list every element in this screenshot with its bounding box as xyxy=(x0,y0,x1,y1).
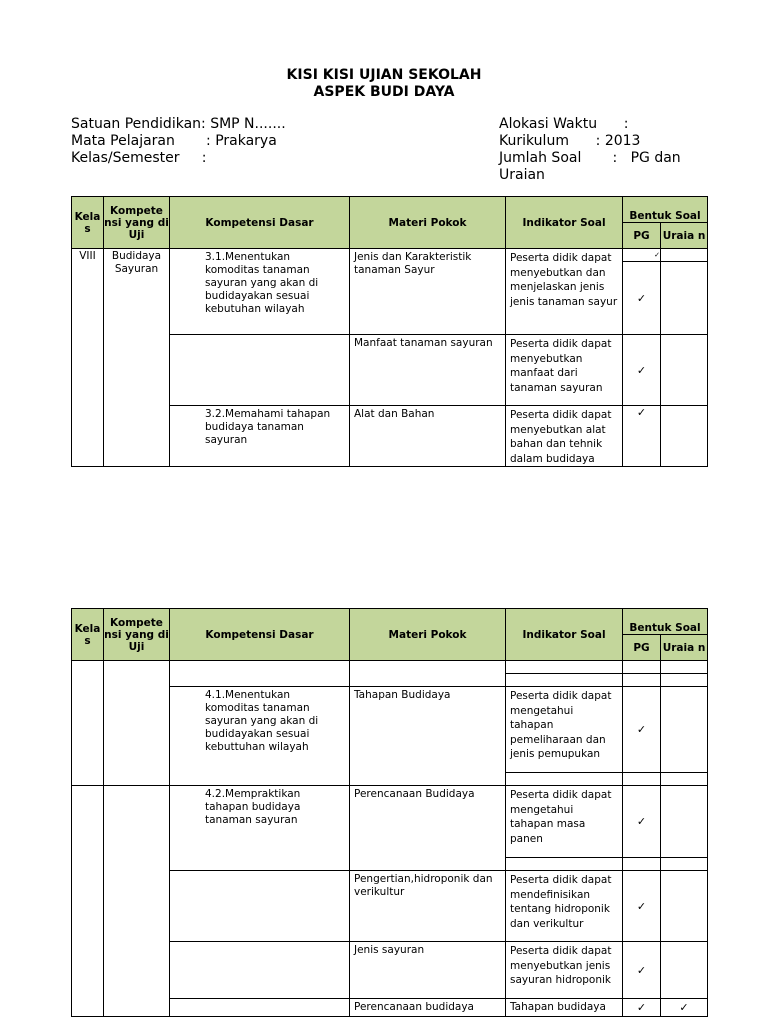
cell-kompetensi-uji: Budidaya Sayuran xyxy=(104,249,170,467)
cell-materi-jenis-sayuran: Jenis sayuran xyxy=(350,942,506,999)
cell-materi-perencanaan: Perencanaan Budidaya xyxy=(350,786,506,871)
cell-uraian-1 xyxy=(661,262,708,335)
cell-kd-empty-3 xyxy=(170,942,350,999)
cell-indikator-pengertian: Peserta didik dapat mendefinisikan tentang hidroponik dan verikultur xyxy=(506,871,623,942)
cell-kd-3-1: 3.1.Menentukan komoditas tanaman sayuran yang akan di budidayakan sesuai kebutuhan wilayah xyxy=(170,249,350,335)
cell-kompetensi-uji-empty-1 xyxy=(104,661,170,786)
header-pg: PG xyxy=(623,223,661,249)
cell-kd-empty-1 xyxy=(170,661,350,687)
header-kelas: Kela s xyxy=(72,197,104,249)
check-pg-tahapan: ✓ xyxy=(623,687,661,773)
header-kompetensi-dasar: Kompetensi Dasar xyxy=(170,609,350,661)
check-pg-jenis-sayuran: ✓ xyxy=(623,942,661,999)
info-mata-pelajaran: Mata Pelajaran : Prakarya xyxy=(71,133,277,149)
info-jumlah-soal: Jumlah Soal : PG dan xyxy=(499,150,681,166)
cell-kd-empty-4 xyxy=(170,999,350,1017)
header-materi-pokok: Materi Pokok xyxy=(350,609,506,661)
document-subtitle: ASPEK BUDI DAYA xyxy=(313,84,455,100)
cell-kelas-empty-1 xyxy=(72,661,104,786)
check-pg-perencanaan: ✓ xyxy=(623,786,661,858)
info-satuan-pendidikan: Satuan Pendidikan: SMP N....... xyxy=(71,116,286,132)
check-pg-1: ✓ xyxy=(623,262,661,335)
cell-materi-tahapan: Tahapan Budidaya xyxy=(350,687,506,786)
cell-indikator-2: Peserta didik dapat menyebutkan manfaat dari tanaman sayuran xyxy=(506,335,623,406)
kisi-table-2 xyxy=(71,608,708,1017)
header-uraian: Uraia n xyxy=(661,223,708,249)
header-uraian: Uraia n xyxy=(661,635,708,661)
cell-indikator-1: Peserta didik dapat menyebutkan dan menjelaskan jenis jenis tanaman sayur xyxy=(506,249,623,335)
cell-kd-empty xyxy=(170,335,350,406)
cell-uraian-2 xyxy=(661,335,708,406)
header-materi-pokok: Materi Pokok xyxy=(350,197,506,249)
info-kelas-semester: Kelas/Semester : xyxy=(71,150,207,166)
cell-materi-2: Manfaat tanaman sayuran xyxy=(350,335,506,406)
header-bentuk-soal: Bentuk Soal xyxy=(623,197,708,223)
cell-indikator-3: Peserta didik dapat menyebutkan alat bahan dan tehnik dalam budidaya xyxy=(506,406,623,467)
header-indikator-soal: Indikator Soal xyxy=(506,609,623,661)
cell-materi-3: Alat dan Bahan xyxy=(350,406,506,467)
header-indikator-soal: Indikator Soal xyxy=(506,197,623,249)
cell-kompetensi-uji-empty-2 xyxy=(104,786,170,1017)
cell-materi-empty-1 xyxy=(350,661,506,687)
cell-indikator-tahapan: Peserta didik dapat mengetahui tahapan pemeliharaan dan jenis pemupukan xyxy=(506,687,623,773)
cell-indikator-tahapan-budidaya: Tahapan budidaya xyxy=(506,999,623,1017)
cell-materi-pengertian: Pengertian,hidroponik dan verikultur xyxy=(350,871,506,942)
check-mark-small: ✓ xyxy=(623,249,661,262)
check-pg-last: ✓ xyxy=(623,999,661,1017)
check-uraian-last: ✓ xyxy=(661,999,708,1017)
header-kelas: Kela s xyxy=(72,609,104,661)
cell-indikator-perencanaan: Peserta didik dapat mengetahui tahapan masa panen xyxy=(506,786,623,858)
info-jumlah-soal-cont: Uraian xyxy=(499,167,545,183)
document-title: KISI KISI UJIAN SEKOLAH xyxy=(286,67,482,83)
cell-indikator-jenis-sayuran: Peserta didik dapat menyebutkan jenis sayuran hidroponik xyxy=(506,942,623,999)
cell-kd-empty-2 xyxy=(170,871,350,942)
cell-kd-3-2: 3.2.Memahami tahapan budidaya tanaman sayuran xyxy=(170,406,350,467)
cell-uraian-3 xyxy=(661,406,708,467)
header-kompetensi-uji: Kompete nsi yang di Uji xyxy=(104,609,170,661)
check-pg-2: ✓ xyxy=(623,335,661,406)
header-pg: PG xyxy=(623,635,661,661)
header-kompetensi-dasar: Kompetensi Dasar xyxy=(170,197,350,249)
info-alokasi-waktu: Alokasi Waktu : xyxy=(499,116,629,132)
cell-kd-4-1: 4.1.Menentukan komoditas tanaman sayuran yang akan di budidayakan sesuai kebuttuhan wilayah xyxy=(170,687,350,786)
cell-kd-4-2: 4.2.Mempraktikan tahapan budidaya tanaman sayuran xyxy=(170,786,350,871)
header-bentuk-soal: Bentuk Soal xyxy=(623,609,708,635)
info-kurikulum: Kurikulum : 2013 xyxy=(499,133,641,149)
check-pg-3: ✓ xyxy=(623,406,661,467)
kisi-table-1 xyxy=(71,196,708,467)
cell-kelas: VIII xyxy=(72,249,104,467)
cell-materi-1: Jenis dan Karakteristik tanaman Sayur xyxy=(350,249,506,335)
cell-materi-perencanaan-budidaya: Perencanaan budidaya xyxy=(350,999,506,1017)
header-kompetensi-uji: Kompete nsi yang di Uji xyxy=(104,197,170,249)
check-pg-pengertian: ✓ xyxy=(623,871,661,942)
cell-kelas-empty-2 xyxy=(72,786,104,1017)
